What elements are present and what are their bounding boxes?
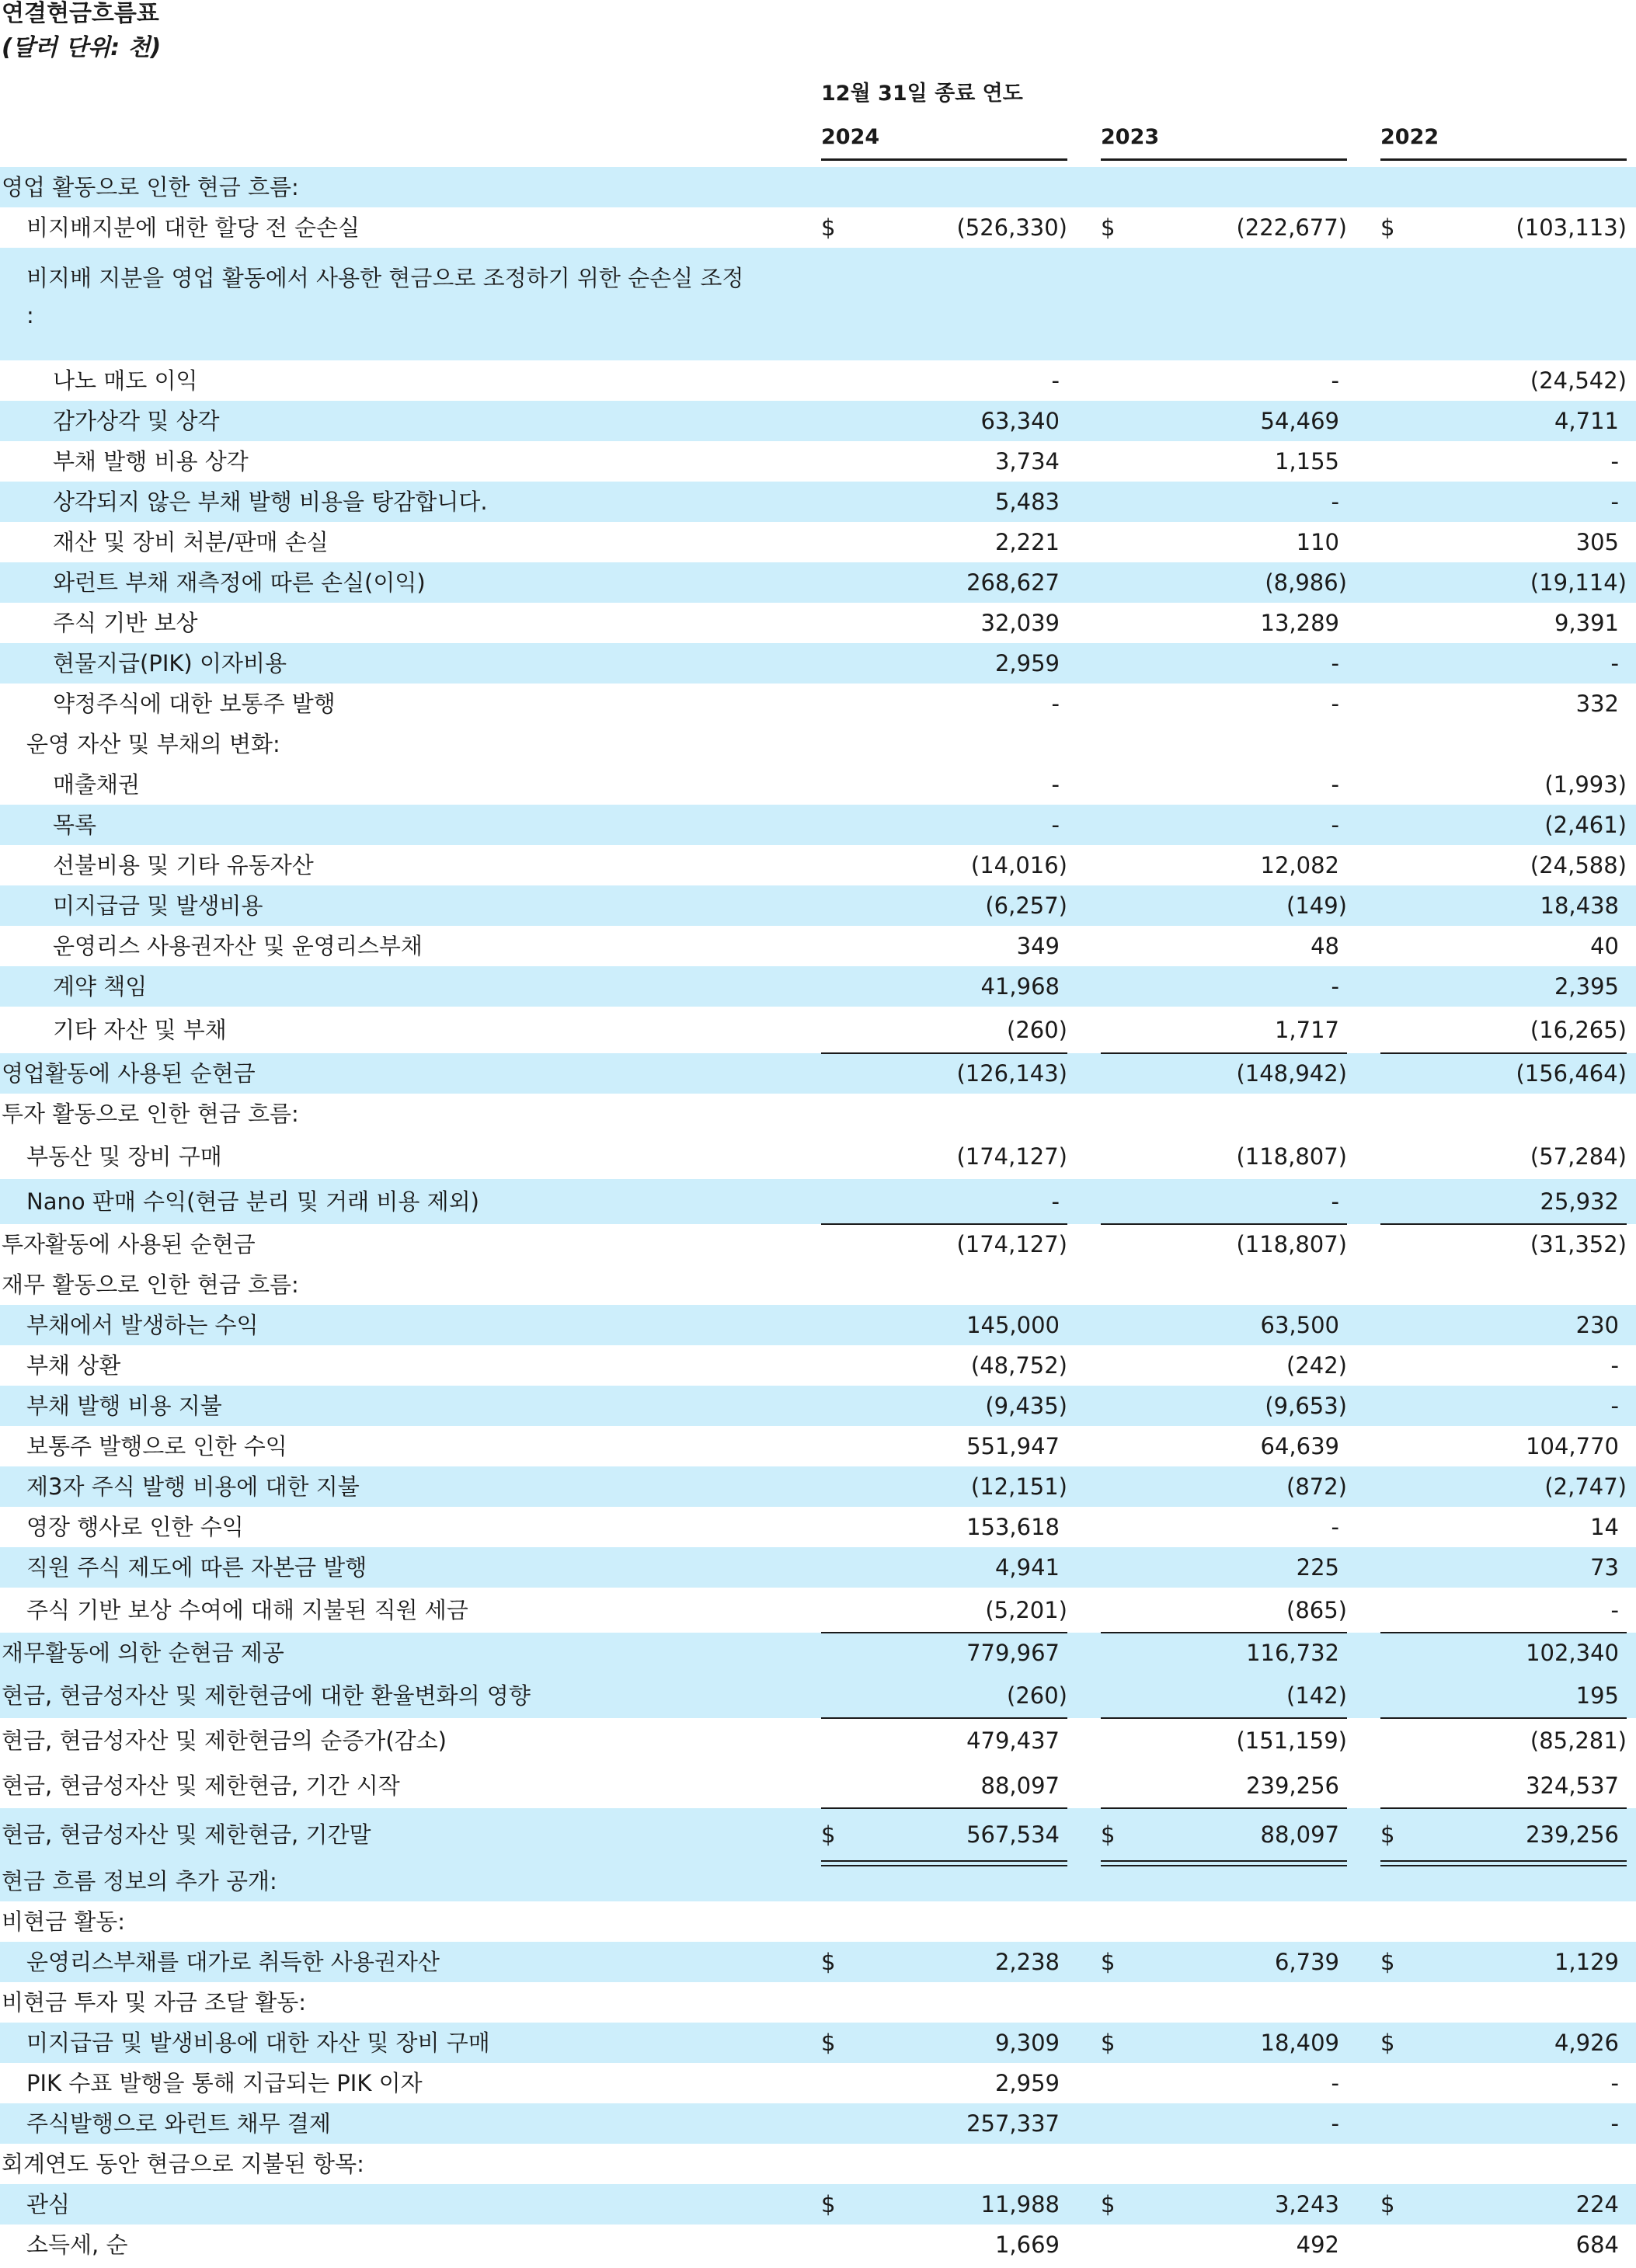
value-2024: 567,534 bbox=[966, 1821, 1060, 1848]
value-2023: 54,469 bbox=[1260, 408, 1339, 434]
subtotal-rule bbox=[1380, 1223, 1627, 1225]
dollar-sign: $ bbox=[1380, 1949, 1395, 1975]
row-label-line: : bbox=[26, 302, 34, 329]
row-label: 미지급금 및 발생비용 bbox=[53, 892, 263, 919]
value-2023: 64,639 bbox=[1260, 1433, 1339, 1459]
value-2022: (19,114) bbox=[1530, 569, 1627, 596]
subtotal-rule bbox=[1101, 1807, 1347, 1809]
value-2022: (1,993) bbox=[1544, 771, 1627, 798]
value-2022: 4,926 bbox=[1554, 2030, 1619, 2056]
value-2022: 239,256 bbox=[1526, 1821, 1619, 1848]
value-2023: - bbox=[1331, 1514, 1339, 1540]
subtotal-rule bbox=[821, 1807, 1067, 1809]
value-2023: (118,807) bbox=[1236, 1231, 1347, 1257]
table-row bbox=[0, 643, 1636, 684]
value-2022: (16,265) bbox=[1530, 1017, 1627, 1043]
value-2024: 11,988 bbox=[980, 2191, 1060, 2218]
value-2023: - bbox=[1331, 812, 1339, 838]
value-2023: (151,159) bbox=[1236, 1727, 1347, 1754]
row-label: 부채 상환 bbox=[26, 1352, 121, 1379]
value-2024: (12,151) bbox=[970, 1473, 1067, 1500]
table-row bbox=[0, 1547, 1636, 1588]
row-label: Nano 판매 수익(현금 분리 및 거래 비용 제외) bbox=[26, 1188, 479, 1215]
value-2023: 48 bbox=[1311, 933, 1339, 959]
value-2023: - bbox=[1331, 650, 1339, 677]
row-label: 보통주 발행으로 인한 수익 bbox=[26, 1433, 287, 1459]
value-2024: 3,734 bbox=[994, 448, 1060, 475]
value-2023: (222,677) bbox=[1236, 214, 1347, 241]
table-row bbox=[0, 1053, 1636, 1094]
dollar-sign: $ bbox=[1101, 1821, 1116, 1848]
row-label: 현금, 현금성자산 및 제한현금, 기간말 bbox=[2, 1821, 371, 1848]
value-2023: 3,243 bbox=[1274, 2191, 1339, 2218]
value-2022: 230 bbox=[1575, 1312, 1619, 1338]
value-2023: (148,942) bbox=[1236, 1060, 1347, 1087]
value-2023: (8,986) bbox=[1265, 569, 1347, 596]
table-row bbox=[0, 1901, 1636, 1942]
subtotal-rule bbox=[1101, 1223, 1347, 1225]
value-2024: - bbox=[1051, 367, 1060, 394]
row-label bbox=[26, 265, 743, 329]
table-row bbox=[0, 1386, 1636, 1426]
value-2024: 2,959 bbox=[994, 2070, 1060, 2096]
subtotal-rule bbox=[1380, 1807, 1627, 1809]
row-label-line: 비지배 지분을 영업 활동에서 사용한 현금으로 조정하기 위한 순손실 조정 bbox=[26, 265, 744, 291]
table-row bbox=[0, 1982, 1636, 2023]
subtotal-rule bbox=[1101, 1052, 1347, 1054]
table-row bbox=[0, 1094, 1636, 1134]
year-header-2024: 2024 bbox=[821, 125, 880, 149]
value-2023: 63,500 bbox=[1260, 1312, 1339, 1338]
subtotal-rule bbox=[1101, 1632, 1347, 1633]
value-2024: - bbox=[1051, 1188, 1060, 1215]
year-header-2023: 2023 bbox=[1101, 125, 1160, 149]
value-2022: 73 bbox=[1590, 1554, 1619, 1581]
value-2023: 18,409 bbox=[1260, 2030, 1339, 2056]
table-row bbox=[0, 2184, 1636, 2225]
value-2022: 40 bbox=[1590, 933, 1619, 959]
table-row bbox=[0, 2225, 1636, 2265]
value-2024: (9,435) bbox=[985, 1393, 1067, 1419]
row-label: 비현금 활동: bbox=[2, 1908, 126, 1935]
table-row bbox=[0, 1345, 1636, 1386]
value-2023: (142) bbox=[1286, 1682, 1347, 1709]
year-underline bbox=[1101, 158, 1347, 161]
value-2022: (103,113) bbox=[1516, 214, 1627, 241]
value-2023: 225 bbox=[1296, 1554, 1339, 1581]
row-label: 기타 자산 및 부채 bbox=[53, 1017, 227, 1043]
value-2024: 4,941 bbox=[994, 1554, 1060, 1581]
dollar-sign: $ bbox=[821, 214, 836, 241]
table-row bbox=[0, 1179, 1636, 1224]
value-2022: 14 bbox=[1590, 1514, 1619, 1540]
table-row bbox=[0, 2063, 1636, 2103]
value-2024: 2,238 bbox=[994, 1949, 1060, 1975]
dollar-sign: $ bbox=[821, 2030, 836, 2056]
table-row bbox=[0, 603, 1636, 643]
table-row bbox=[0, 248, 1636, 360]
row-label: 부채 발행 비용 지불 bbox=[26, 1393, 222, 1419]
value-2024: (174,127) bbox=[956, 1143, 1067, 1170]
value-2024: (14,016) bbox=[970, 852, 1067, 878]
row-label: 현물지급(PIK) 이자비용 bbox=[53, 650, 287, 677]
value-2024: 9,309 bbox=[994, 2030, 1060, 2056]
value-2023: 12,082 bbox=[1260, 852, 1339, 878]
value-2024: (6,257) bbox=[985, 892, 1067, 919]
value-2022: 2,395 bbox=[1554, 973, 1619, 1000]
dollar-sign: $ bbox=[1380, 2030, 1395, 2056]
table-row bbox=[0, 441, 1636, 482]
subtotal-rule bbox=[821, 1717, 1067, 1719]
value-2024: 2,221 bbox=[994, 529, 1060, 555]
total-double-rule bbox=[821, 1865, 1067, 1866]
value-2024: 5,483 bbox=[994, 489, 1060, 515]
table-row bbox=[0, 167, 1636, 207]
table-row bbox=[0, 1588, 1636, 1633]
table-row bbox=[0, 562, 1636, 603]
value-2024: (526,330) bbox=[956, 214, 1067, 241]
subtotal-rule bbox=[821, 1052, 1067, 1054]
subtotal-rule bbox=[821, 1632, 1067, 1633]
table-row bbox=[0, 2023, 1636, 2063]
value-2022: (31,352) bbox=[1530, 1231, 1627, 1257]
value-2022: - bbox=[1610, 1597, 1619, 1623]
table-row bbox=[0, 1426, 1636, 1466]
value-2022: (57,284) bbox=[1530, 1143, 1627, 1170]
value-2022: (2,461) bbox=[1544, 812, 1627, 838]
table-row bbox=[0, 966, 1636, 1007]
value-2022: 25,932 bbox=[1540, 1188, 1619, 1215]
row-label: 약정주식에 대한 보통주 발행 bbox=[53, 690, 336, 717]
value-2023: (118,807) bbox=[1236, 1143, 1347, 1170]
row-label: 영업 활동으로 인한 현금 흐름: bbox=[2, 174, 299, 200]
row-label: 부채에서 발생하는 수익 bbox=[26, 1312, 259, 1338]
row-label: 회계연도 동안 현금으로 지불된 항목: bbox=[2, 2151, 364, 2177]
value-2022: (156,464) bbox=[1516, 1060, 1627, 1087]
value-2022: 684 bbox=[1575, 2231, 1619, 2258]
value-2022: (24,588) bbox=[1530, 852, 1627, 878]
value-2024: (126,143) bbox=[956, 1060, 1067, 1087]
table-row bbox=[0, 522, 1636, 562]
row-label: 비지배지분에 대한 할당 전 순손실 bbox=[26, 214, 360, 241]
value-2022: (2,747) bbox=[1544, 1473, 1627, 1500]
value-2024: 2,959 bbox=[994, 650, 1060, 677]
row-label: 재산 및 장비 처분/판매 손실 bbox=[53, 529, 329, 555]
value-2024: (260) bbox=[1007, 1682, 1067, 1709]
value-2023: - bbox=[1331, 690, 1339, 717]
row-label: 운영리스 사용권자산 및 운영리스부채 bbox=[53, 933, 423, 959]
table-row bbox=[0, 1808, 1636, 1861]
value-2024: (174,127) bbox=[956, 1231, 1067, 1257]
row-label: 주식 기반 보상 수여에 대해 지불된 직원 세금 bbox=[26, 1597, 468, 1623]
table-row bbox=[0, 764, 1636, 805]
table-row bbox=[0, 482, 1636, 522]
value-2022: 224 bbox=[1575, 2191, 1619, 2218]
value-2022: 9,391 bbox=[1554, 610, 1619, 636]
value-2022: 305 bbox=[1575, 529, 1619, 555]
row-label: 미지급금 및 발생비용에 대한 자산 및 장비 구매 bbox=[26, 2030, 490, 2056]
value-2024: 257,337 bbox=[966, 2110, 1060, 2137]
value-2024: - bbox=[1051, 812, 1060, 838]
value-2023: 110 bbox=[1296, 529, 1339, 555]
value-2023: (242) bbox=[1286, 1352, 1347, 1379]
value-2023: 1,155 bbox=[1274, 448, 1339, 475]
value-2024: 268,627 bbox=[966, 569, 1060, 596]
value-2022: - bbox=[1610, 2110, 1619, 2137]
dollar-sign: $ bbox=[1101, 214, 1116, 241]
row-label: 직원 주식 제도에 따른 자본금 발행 bbox=[26, 1554, 367, 1581]
value-2024: 779,967 bbox=[966, 1640, 1060, 1666]
unit-note: (달러 단위: 천) bbox=[2, 34, 162, 61]
value-2024: 41,968 bbox=[980, 973, 1060, 1000]
table-row bbox=[0, 1507, 1636, 1547]
row-label: 주식 기반 보상 bbox=[53, 610, 198, 636]
statement-title: 연결현금흐름표 bbox=[2, 0, 159, 27]
value-2023: 1,717 bbox=[1274, 1017, 1339, 1043]
value-2023: - bbox=[1331, 973, 1339, 1000]
row-label: 재무 활동으로 인한 현금 흐름: bbox=[2, 1271, 299, 1298]
table-row bbox=[0, 1673, 1636, 1718]
value-2022: - bbox=[1610, 2070, 1619, 2096]
subtotal-rule bbox=[1380, 1717, 1627, 1719]
row-label: 투자활동에 사용된 순현금 bbox=[2, 1231, 256, 1257]
value-2023: 116,732 bbox=[1246, 1640, 1339, 1666]
dollar-sign: $ bbox=[1380, 214, 1395, 241]
row-label: 매출채권 bbox=[53, 771, 141, 798]
total-double-rule bbox=[1380, 1860, 1627, 1862]
row-label: 관심 bbox=[26, 2191, 71, 2218]
row-label: 영업활동에 사용된 순현금 bbox=[2, 1060, 256, 1087]
row-label: 현금, 현금성자산 및 제한현금, 기간 시작 bbox=[2, 1772, 400, 1799]
subtotal-rule bbox=[1101, 1717, 1347, 1719]
table-row bbox=[0, 1134, 1636, 1179]
value-2024: 88,097 bbox=[980, 1772, 1060, 1799]
value-2022: - bbox=[1610, 489, 1619, 515]
row-label: 주식발행으로 와런트 채무 결제 bbox=[26, 2110, 331, 2137]
value-2022: - bbox=[1610, 650, 1619, 677]
row-label: 운영 자산 및 부채의 변화: bbox=[26, 731, 280, 757]
row-label: 목록 bbox=[53, 812, 97, 838]
row-label: 제3자 주식 발행 비용에 대한 지불 bbox=[26, 1473, 360, 1500]
row-label: 운영리스부채를 대가로 취득한 사용권자산 bbox=[26, 1949, 440, 1975]
dollar-sign: $ bbox=[1380, 1821, 1395, 1848]
row-label: 와런트 부채 재측정에 따른 손실(이익) bbox=[53, 569, 426, 596]
table-row bbox=[0, 1718, 1636, 1763]
row-label: 계약 책임 bbox=[53, 973, 148, 1000]
row-label: 부동산 및 장비 구매 bbox=[26, 1143, 222, 1170]
value-2024: 32,039 bbox=[980, 610, 1060, 636]
table-row bbox=[0, 885, 1636, 926]
row-label: 영장 행사로 인한 수익 bbox=[26, 1514, 244, 1540]
table-row bbox=[0, 1466, 1636, 1507]
dollar-sign: $ bbox=[1380, 2191, 1395, 2218]
year-header-2022: 2022 bbox=[1380, 125, 1439, 149]
year-underline bbox=[1380, 158, 1627, 161]
value-2023: - bbox=[1331, 2070, 1339, 2096]
table-row bbox=[0, 2144, 1636, 2184]
value-2024: (260) bbox=[1007, 1017, 1067, 1043]
table-row bbox=[0, 1633, 1636, 1673]
value-2024: 551,947 bbox=[966, 1433, 1060, 1459]
value-2022: 1,129 bbox=[1554, 1949, 1619, 1975]
value-2022: - bbox=[1610, 448, 1619, 475]
year-underline bbox=[821, 158, 1067, 161]
dollar-sign: $ bbox=[821, 1949, 836, 1975]
value-2023: (9,653) bbox=[1265, 1393, 1347, 1419]
value-2022: (24,542) bbox=[1530, 367, 1627, 394]
row-label: 상각되지 않은 부채 발행 비용을 탕감합니다. bbox=[53, 489, 488, 515]
dollar-sign: $ bbox=[1101, 1949, 1116, 1975]
value-2024: 153,618 bbox=[966, 1514, 1060, 1540]
table-row bbox=[0, 360, 1636, 401]
value-2024: (5,201) bbox=[985, 1597, 1067, 1623]
value-2024: - bbox=[1051, 771, 1060, 798]
value-2023: - bbox=[1331, 2110, 1339, 2137]
table-row bbox=[0, 2103, 1636, 2144]
value-2023: 239,256 bbox=[1246, 1772, 1339, 1799]
dollar-sign: $ bbox=[1101, 2191, 1116, 2218]
value-2023: - bbox=[1331, 771, 1339, 798]
value-2024: (48,752) bbox=[970, 1352, 1067, 1379]
table-row bbox=[0, 1224, 1636, 1264]
total-double-rule bbox=[1101, 1860, 1347, 1862]
row-label: 부채 발행 비용 상각 bbox=[53, 448, 249, 475]
value-2024: 1,669 bbox=[994, 2231, 1060, 2258]
table-row bbox=[0, 1763, 1636, 1808]
value-2023: - bbox=[1331, 1188, 1339, 1215]
total-double-rule bbox=[1101, 1865, 1347, 1866]
table-row bbox=[0, 1305, 1636, 1345]
value-2024: - bbox=[1051, 690, 1060, 717]
value-2023: 6,739 bbox=[1274, 1949, 1339, 1975]
value-2023: (865) bbox=[1286, 1597, 1347, 1623]
row-label: 나노 매도 이익 bbox=[53, 367, 198, 394]
row-label: 현금, 현금성자산 및 제한현금에 대한 환율변화의 영향 bbox=[2, 1682, 531, 1709]
table-row bbox=[0, 805, 1636, 845]
dollar-sign: $ bbox=[821, 1821, 836, 1848]
subtotal-rule bbox=[1380, 1632, 1627, 1633]
value-2023: - bbox=[1331, 489, 1339, 515]
value-2022: 18,438 bbox=[1540, 892, 1619, 919]
table-row bbox=[0, 207, 1636, 248]
row-label: 비현금 투자 및 자금 조달 활동: bbox=[2, 1989, 307, 2016]
row-label: 선불비용 및 기타 유동자산 bbox=[53, 852, 314, 878]
table-row bbox=[0, 1942, 1636, 1982]
period-header: 12월 31일 종료 연도 bbox=[821, 82, 1023, 106]
row-label: 소득세, 순 bbox=[26, 2231, 128, 2258]
value-2024: 479,437 bbox=[966, 1727, 1060, 1754]
table-row bbox=[0, 1861, 1636, 1901]
value-2023: (149) bbox=[1286, 892, 1347, 919]
row-label: 현금, 현금성자산 및 제한현금의 순증가(감소) bbox=[2, 1727, 447, 1754]
table-row bbox=[0, 724, 1636, 764]
table-row bbox=[0, 845, 1636, 885]
value-2022: 104,770 bbox=[1526, 1433, 1619, 1459]
value-2022: - bbox=[1610, 1352, 1619, 1379]
value-2024: 145,000 bbox=[966, 1312, 1060, 1338]
total-double-rule bbox=[1380, 1865, 1627, 1866]
subtotal-rule bbox=[1380, 1052, 1627, 1054]
value-2023: 492 bbox=[1296, 2231, 1339, 2258]
table-row bbox=[0, 926, 1636, 966]
table-row bbox=[0, 401, 1636, 441]
value-2023: 88,097 bbox=[1260, 1821, 1339, 1848]
row-label: 감가상각 및 상각 bbox=[53, 408, 220, 434]
value-2022: - bbox=[1610, 1393, 1619, 1419]
value-2022: 102,340 bbox=[1526, 1640, 1619, 1666]
value-2023: - bbox=[1331, 367, 1339, 394]
table-row bbox=[0, 684, 1636, 724]
dollar-sign: $ bbox=[821, 2191, 836, 2218]
total-double-rule bbox=[821, 1860, 1067, 1862]
value-2022: (85,281) bbox=[1530, 1727, 1627, 1754]
dollar-sign: $ bbox=[1101, 2030, 1116, 2056]
value-2022: 332 bbox=[1575, 690, 1619, 717]
row-label: 현금 흐름 정보의 추가 공개: bbox=[2, 1868, 277, 1894]
value-2022: 195 bbox=[1575, 1682, 1619, 1709]
value-2023: (872) bbox=[1286, 1473, 1347, 1500]
row-label: 재무활동에 의한 순현금 제공 bbox=[2, 1640, 284, 1666]
value-2022: 4,711 bbox=[1554, 408, 1619, 434]
value-2024: 63,340 bbox=[980, 408, 1060, 434]
table-row bbox=[0, 1007, 1636, 1053]
subtotal-rule bbox=[821, 1223, 1067, 1225]
table-row bbox=[0, 1264, 1636, 1305]
value-2024: 349 bbox=[1016, 933, 1060, 959]
value-2022: 324,537 bbox=[1526, 1772, 1619, 1799]
value-2023: 13,289 bbox=[1260, 610, 1339, 636]
row-label: 투자 활동으로 인한 현금 흐름: bbox=[2, 1101, 299, 1127]
row-label: PIK 수표 발행을 통해 지급되는 PIK 이자 bbox=[26, 2070, 423, 2096]
